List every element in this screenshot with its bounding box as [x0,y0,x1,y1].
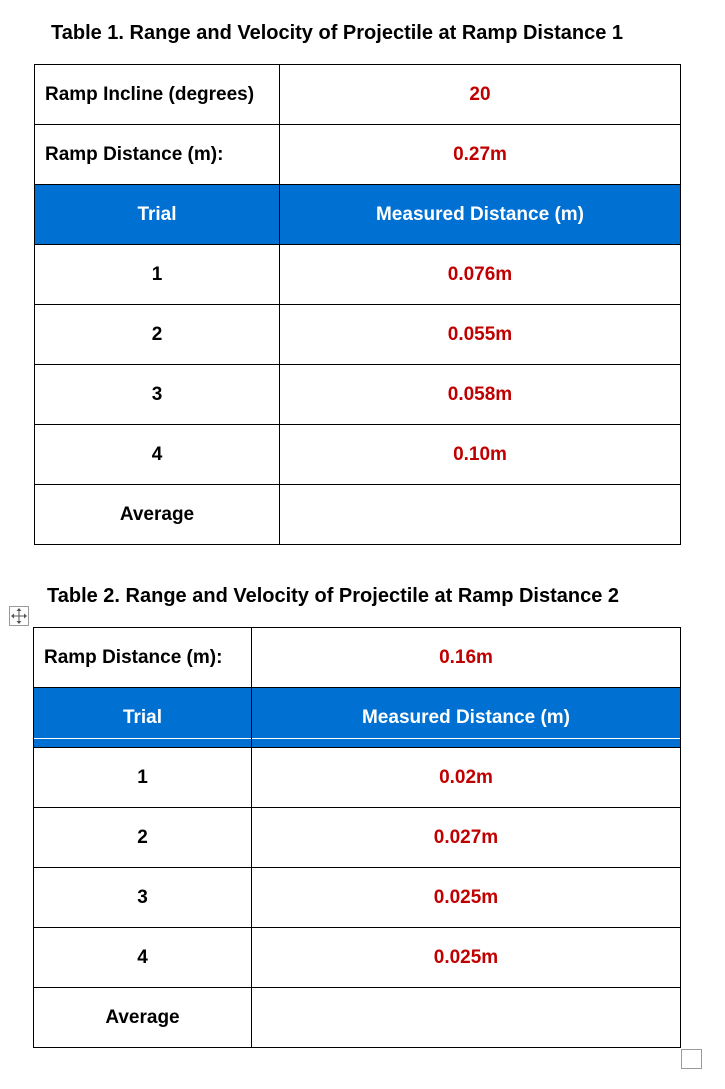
table-row [35,365,681,425]
trial-number[interactable]: 1 [34,748,252,808]
table-row [35,485,681,545]
measured-distance[interactable]: 0.025m [252,868,681,928]
table2[interactable] [33,627,681,1048]
resize-square-icon[interactable] [681,1049,702,1069]
trial-number[interactable]: 1 [35,245,280,305]
table-row [34,628,681,688]
measured-distance[interactable]: 0.027m [252,808,681,868]
trial-number[interactable]: 2 [34,808,252,868]
trial-number[interactable]: 4 [35,425,280,485]
measured-distance[interactable]: 0.058m [280,365,681,425]
average-label[interactable]: Average [34,988,252,1048]
table-row [34,988,681,1048]
measured-distance[interactable]: 0.025m [252,928,681,988]
table-row [35,125,681,185]
table1-caption: Table 1. Range and Velocity of Projectile at Ramp Distance 1 [51,22,624,44]
table-header-row [35,185,681,245]
measured-distance[interactable]: 0.055m [280,305,681,365]
average-value[interactable] [252,988,681,1048]
table-header-row [34,688,681,748]
ramp-distance-label[interactable]: Ramp Distance (m): [35,125,280,185]
table-row [34,928,681,988]
table1[interactable] [34,64,681,545]
trial-number[interactable]: 2 [35,305,280,365]
ramp-incline-label[interactable]: Ramp Incline (degrees) [35,65,280,125]
average-value[interactable] [280,485,681,545]
ramp-distance-value[interactable]: 0.27m [280,125,681,185]
trial-number[interactable]: 3 [35,365,280,425]
move-arrows-icon[interactable] [9,606,29,626]
header-measured-distance[interactable]: Measured Distance (m) [280,185,681,245]
table-row [34,748,681,808]
average-label[interactable]: Average [35,485,280,545]
ramp-distance-label[interactable]: Ramp Distance (m): [34,628,252,688]
table-row [35,425,681,485]
header-trial[interactable]: Trial [34,688,252,748]
table-row [34,868,681,928]
trial-number[interactable]: 4 [34,928,252,988]
measured-distance[interactable]: 0.10m [280,425,681,485]
measured-distance[interactable]: 0.076m [280,245,681,305]
ramp-incline-value[interactable]: 20 [280,65,681,125]
trial-number[interactable]: 3 [34,868,252,928]
table-row [35,245,681,305]
table-row [34,808,681,868]
table2-caption: Table 2. Range and Velocity of Projectile at Ramp Distance 2 [47,585,620,607]
header-measured-distance[interactable]: Measured Distance (m) [252,688,681,748]
measured-distance[interactable]: 0.02m [252,748,681,808]
ramp-distance-value[interactable]: 0.16m [252,628,681,688]
header-trial[interactable]: Trial [35,185,280,245]
table-row [35,305,681,365]
table-row [35,65,681,125]
